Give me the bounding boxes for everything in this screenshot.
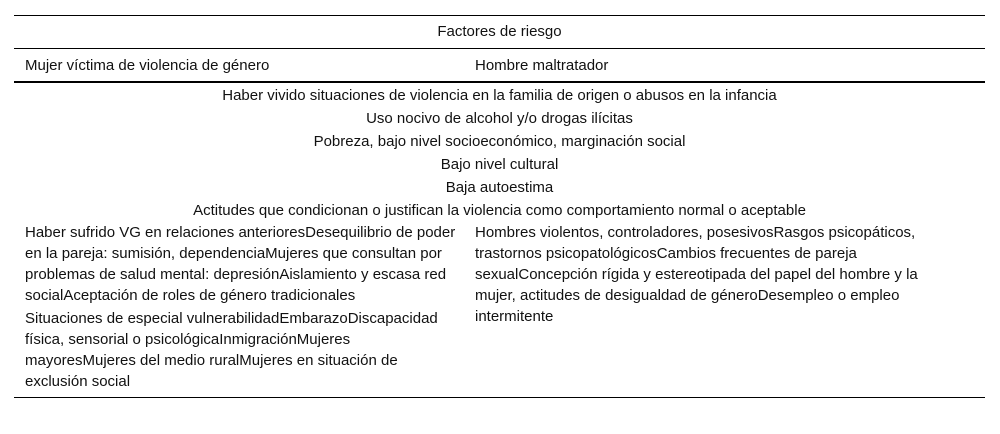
- bottom-rule: [14, 397, 985, 398]
- header-woman-victim: Mujer víctima de violencia de género: [25, 56, 270, 74]
- man-factor-item: Hombres violentos, controladores, posesivosRasgos psicopáticos, trastornos psicopatológicosCambios frecuentes de pareja sexualConcepción rígida y estereotipada del papel del hombre y la mujer, actitudes de desigualdad de géneroDesempleo o empleo intermitente: [475, 224, 918, 325]
- risk-factors-table: [14, 15, 985, 398]
- specific-factors-row: [14, 222, 985, 392]
- shared-factor-row: Pobreza, bajo nivel socioeconómico, marginación social: [313, 133, 686, 150]
- shared-factor-row: Actitudes que condicionan o justifican la violencia como comportamiento normal o aceptable: [193, 202, 806, 219]
- table-header-row: [14, 49, 985, 83]
- woman-factors-cell: [14, 222, 475, 392]
- shared-factor-row: Baja autoestima: [445, 179, 554, 196]
- woman-factor-item: Situaciones de especial vulnerabilidadEmbarazoDiscapacidad física, sensorial o psicológicaInmigraciónMujeres mayoresMujeres del medio ruralMujeres en situación de exclusión social: [25, 310, 438, 390]
- table-title: Factores de riesgo: [14, 16, 985, 49]
- shared-factor-row: Bajo nivel cultural: [440, 156, 559, 173]
- man-factors-cell: [475, 222, 985, 392]
- header-male-aggressor: Hombre maltratador: [475, 56, 609, 74]
- shared-factor-row: Haber vivido situaciones de violencia en la familia de origen o abusos en la infancia: [222, 87, 777, 104]
- shared-factor-row: Uso nocivo de alcohol y/o drogas ilícitas: [366, 110, 633, 127]
- woman-factor-item: Haber sufrido VG en relaciones anterioresDesequilibrio de poder en la pareja: sumisión, dependenciaMujeres que consultan por problemas de salud mental: depresiónAislamiento y escasa red socialAceptación de roles de género tradicionales: [25, 224, 456, 304]
